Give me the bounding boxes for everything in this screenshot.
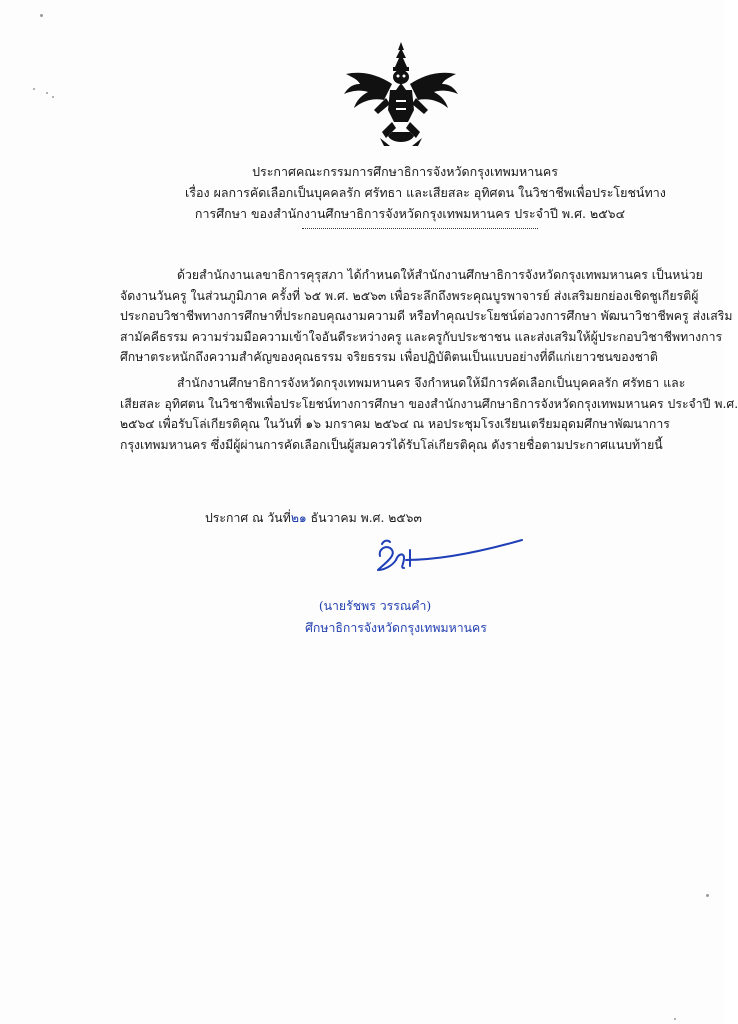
scan-speck bbox=[40, 14, 43, 17]
signer-title: ศึกษาธิการจังหวัดกรุงเทพมหานคร bbox=[305, 621, 487, 635]
paragraph-2-line: กรุงเทพมหานคร ซึ่งมีผู้ผ่านการคัดเลือกเป็นผู้สมควรได้รับโล่เกียรติคุณ ดังรายชื่อตามประกาศแนบท้ายนี้ bbox=[120, 437, 663, 452]
announcement-day: ๒๑ bbox=[290, 511, 307, 525]
garuda-emblem-icon bbox=[340, 40, 462, 148]
announcement-prefix: ประกาศ ณ วันที่ bbox=[205, 511, 291, 525]
signer-name: (นายรัชพร วรรณคำ) bbox=[318, 599, 432, 613]
heading-line-2: เรื่อง ผลการคัดเลือกเป็นบุคคลรัก ศรัทธา และเสียสละ อุทิศตน ในวิชาชีพเพื่อประโยชน์ทาง bbox=[185, 185, 666, 200]
announcement-suffix: ธันวาคม พ.ศ. ๒๕๖๓ bbox=[306, 511, 422, 525]
paragraph-2-line: ๒๕๖๔ เพื่อรับโล่เกียรติคุณ ในวันที่ ๑๖ มกราคม ๒๕๖๔ ณ หอประชุมโรงเรียนเตรียมอุดมศึกษาพัฒนาการ bbox=[120, 417, 670, 431]
heading-dotted-divider bbox=[302, 228, 538, 229]
paragraph-2 bbox=[120, 373, 738, 455]
scan-speck bbox=[706, 894, 709, 897]
paragraph-2-line: เสียสละ อุทิศตน ในวิชาชีพเพื่อประโยชน์ทางการศึกษา ของสำนักงานศึกษาธิการจังหวัดกรุงเทพมหานคร ประจำปี พ.ศ. bbox=[120, 396, 738, 411]
scan-speck bbox=[674, 1018, 676, 1020]
handwritten-signature-icon bbox=[370, 530, 530, 580]
scan-speck bbox=[52, 96, 54, 98]
announcement-date bbox=[205, 509, 422, 528]
paragraph-1-line: ประกอบวิชาชีพทางการศึกษาที่ประกอบคุณงามความดี หรือทำคุณประโยชน์ต่อวงการศึกษา พัฒนาวิชาชีพครู ส่งเสริม bbox=[120, 309, 733, 323]
heading-line-1: ประกาศคณะกรรมการศึกษาธิการจังหวัดกรุงเทพมหานคร bbox=[252, 164, 558, 179]
scan-speck bbox=[46, 92, 48, 94]
scan-speck bbox=[33, 88, 35, 90]
paragraph-1-line: ด้วยสำนักงานเลขาธิการคุรุสภา ได้กำหนดให้สำนักงานศึกษาธิการจังหวัดกรุงเทพมหานคร เป็นหน่วย bbox=[177, 268, 703, 282]
paragraph-2-line: สำนักงานศึกษาธิการจังหวัดกรุงเทพมหานคร จึงกำหนดให้มีการคัดเลือกเป็นบุคคลรัก ศรัทธา และ bbox=[177, 376, 686, 390]
paragraph-1-line: ศึกษาตระหนักถึงความสำคัญของคุณธรรม จริยธรรม เพื่อปฏิบัติตนเป็นแบบอย่างที่ดีแก่เยาวชนของชาติ bbox=[120, 350, 658, 364]
paragraph-1 bbox=[120, 265, 733, 368]
paragraph-1-line: จัดงานวันครู ในส่วนภูมิภาค ครั้งที่ ๖๕ พ.ศ. ๒๕๖๓ เพื่อระลึกถึงพระคุณบูรพาจารย์ ส่งเสริมยกย่องเชิดชูเกียรติผู้ bbox=[120, 288, 699, 303]
heading-line-3: การศึกษา ของสำนักงานศึกษาธิการจังหวัดกรุงเทพมหานคร ประจำปี พ.ศ. ๒๕๖๔ bbox=[194, 206, 626, 221]
paragraph-1-line: สามัคคีธรรม ความร่วมมือความเข้าใจอันดีระหว่างครู และครูกับประชาชน และส่งเสริมให้ผู้ประกอบวิชาชีพทางการ bbox=[120, 329, 723, 344]
